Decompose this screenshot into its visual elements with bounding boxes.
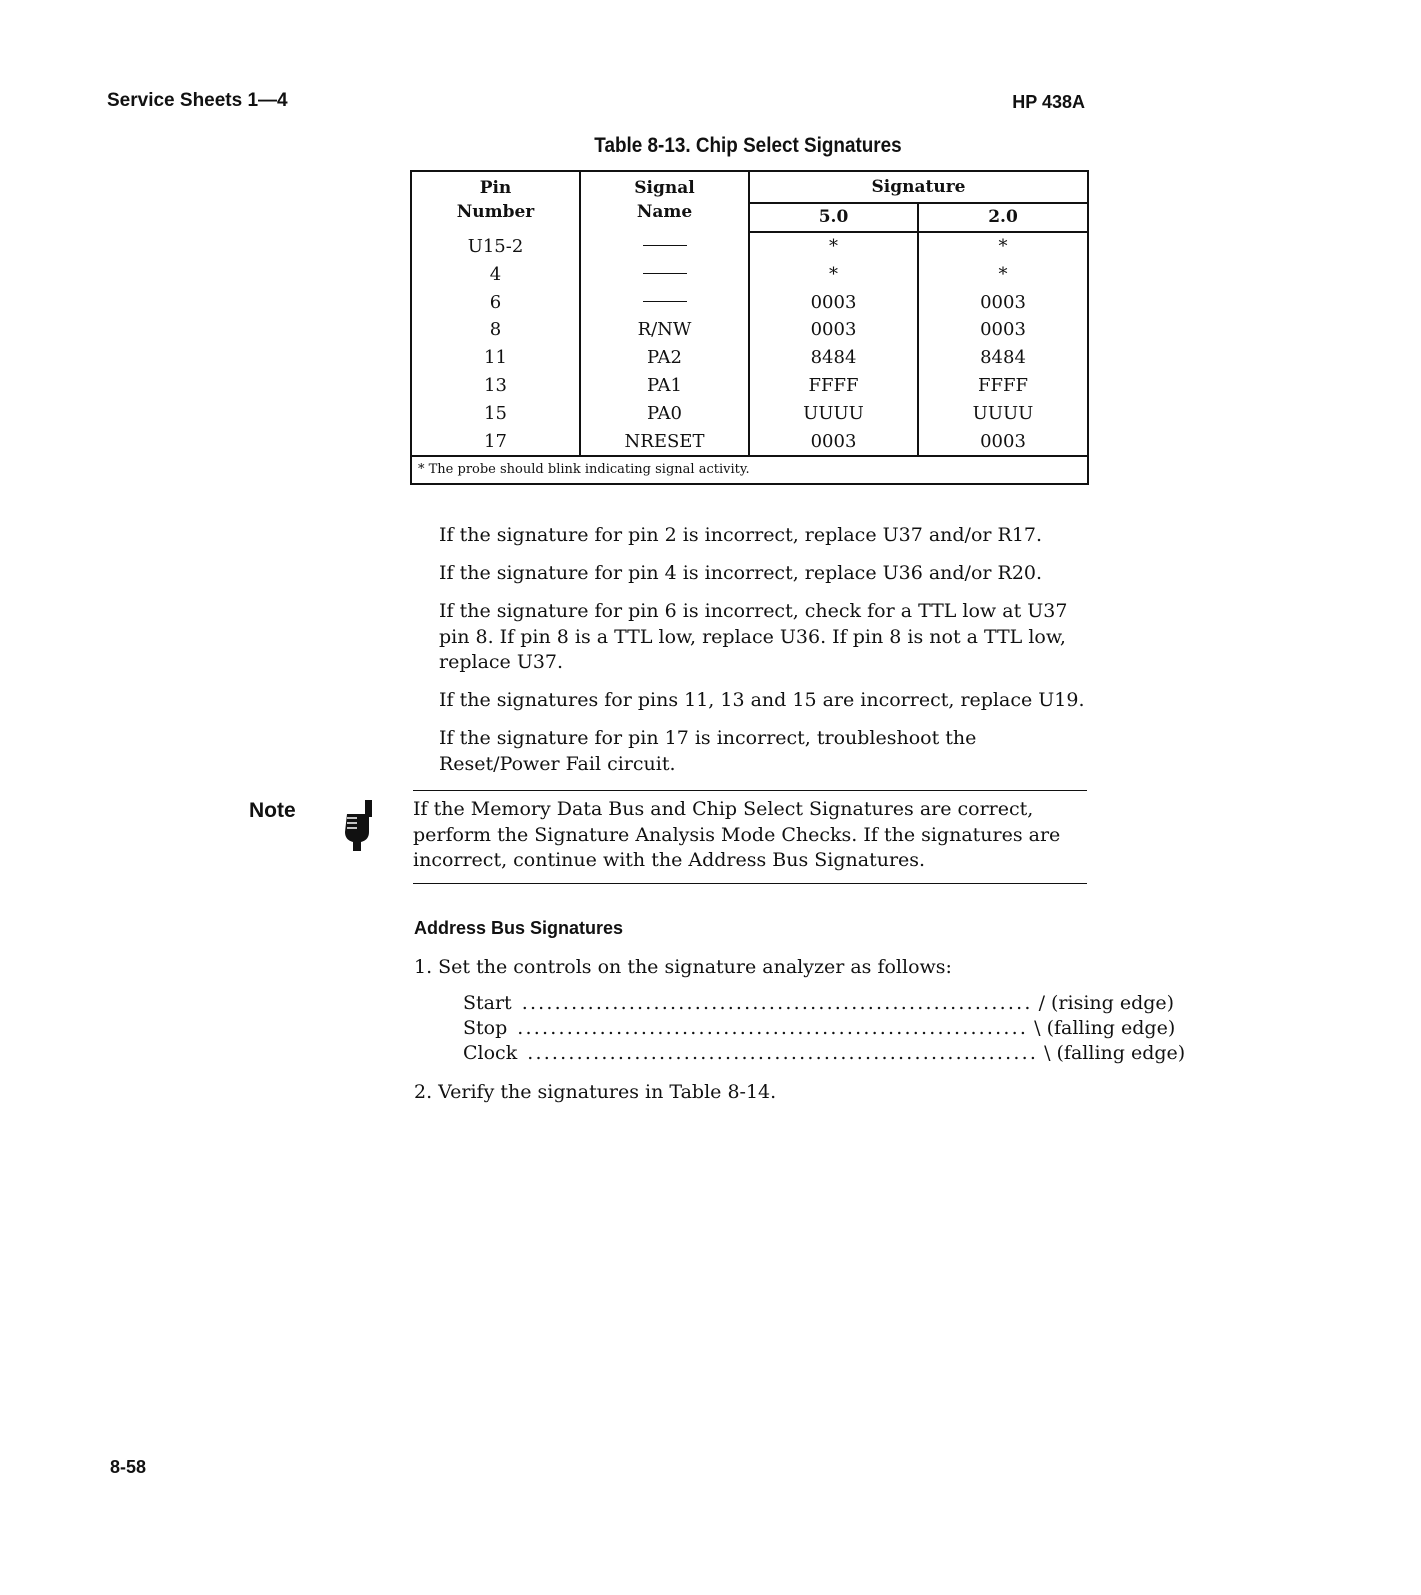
note-text: If the Memory Data Bus and Chip Select Signatures are correct, perform the Signature Analysis Mode Checks. If the signatures are incorrect, continue with the Address Bus Signatures. (413, 798, 1061, 871)
control-name: Start (463, 992, 512, 1014)
column-header-signal-name: Signal Name (580, 171, 749, 232)
cell-pin: 17 (411, 428, 580, 457)
cell-sig-5-0: 0003 (749, 289, 918, 317)
control-setting-start (463, 991, 1175, 1017)
cell-sig-5-0: * (749, 261, 918, 289)
cell-sig-5-0: 0003 (749, 316, 918, 344)
cell-signal: R/NW (580, 316, 749, 344)
note-rule-bottom (413, 883, 1087, 884)
page-number: 8-58 (110, 1457, 147, 1477)
table-row (411, 428, 1088, 457)
paragraph-pin6: If the signature for pin 6 is incorrect, check for a TTL low at U37 pin 8. If pin 8 is a TTL low, replace U36. If pin 8 is not a TTL low, replace U37. (439, 600, 1068, 673)
control-name: Clock (463, 1042, 518, 1064)
cell-sig-2-0: 0003 (918, 428, 1088, 457)
cell-pin: U15-2 (411, 232, 580, 261)
cell-pin: 11 (411, 344, 580, 372)
table-row (411, 232, 1088, 261)
table-row (411, 316, 1088, 344)
column-header-5-0: 5.0 (749, 203, 918, 232)
note-rule-top (413, 790, 1087, 791)
step-2: 2. Verify the signatures in Table 8-14. (414, 1081, 777, 1103)
cell-signal (580, 232, 749, 261)
cell-signal (580, 289, 749, 317)
cell-sig-5-0: 0003 (749, 428, 918, 457)
cell-pin: 8 (411, 316, 580, 344)
table-row (411, 344, 1088, 372)
paragraph-pin17: If the signature for pin 17 is incorrect, troubleshoot the Reset/Power Fail circuit. (439, 727, 977, 775)
cell-signal: PA1 (580, 372, 749, 400)
blank-signal-dash (643, 245, 687, 246)
cell-sig-2-0: UUUU (918, 400, 1088, 428)
table-row (411, 400, 1088, 428)
cell-signal: NRESET (580, 428, 749, 457)
cell-signal (580, 261, 749, 289)
control-value: \ (falling edge) (1034, 1017, 1176, 1039)
cell-sig-2-0: 8484 (918, 344, 1088, 372)
cell-sig-2-0: 0003 (918, 289, 1088, 317)
section-heading-address-bus: Address Bus Signatures (414, 918, 624, 938)
paragraph-pin2: If the signature for pin 2 is incorrect, replace U37 and/or R17. (439, 524, 1043, 546)
cell-sig-5-0: UUUU (749, 400, 918, 428)
paragraph-pins-11-13-15: If the signatures for pins 11, 13 and 15 are incorrect, replace U19. (439, 689, 1085, 711)
column-header-2-0: 2.0 (918, 203, 1088, 232)
paragraph-pin4: If the signature for pin 4 is incorrect, replace U36 and/or R20. (439, 562, 1043, 584)
column-header-signature: Signature (749, 171, 1088, 203)
control-value: \ (falling edge) (1044, 1042, 1186, 1064)
table-body (411, 232, 1088, 456)
cell-signal: PA0 (580, 400, 749, 428)
control-setting-clock (463, 1041, 1186, 1067)
step-1: 1. Set the controls on the signature analyzer as follows: (414, 956, 952, 978)
blank-signal-dash (643, 301, 687, 302)
note-label: Note (249, 799, 296, 822)
control-value: / (rising edge) (1038, 992, 1175, 1014)
cell-sig-2-0: * (918, 232, 1088, 261)
cell-pin: 6 (411, 289, 580, 317)
cell-pin: 15 (411, 400, 580, 428)
cell-sig-2-0: FFFF (918, 372, 1088, 400)
table-row (411, 372, 1088, 400)
cell-sig-5-0: FFFF (749, 372, 918, 400)
cell-sig-2-0: 0003 (918, 316, 1088, 344)
cell-pin: 13 (411, 372, 580, 400)
table-row (411, 289, 1088, 317)
cell-pin: 4 (411, 261, 580, 289)
table-title: Table 8-13. Chip Select Signatures (594, 134, 902, 157)
blank-signal-dash (643, 273, 687, 274)
leader-dots: .............................................................. (517, 1017, 1029, 1039)
leader-dots: .............................................................. (521, 992, 1033, 1014)
cell-sig-5-0: * (749, 232, 918, 261)
control-name: Stop (463, 1017, 508, 1039)
control-setting-stop (463, 1016, 1176, 1042)
cell-sig-2-0: * (918, 261, 1088, 289)
leader-dots: .............................................................. (527, 1042, 1039, 1064)
cell-signal: PA2 (580, 344, 749, 372)
table-row (411, 261, 1088, 289)
pointing-hand-icon (341, 800, 375, 857)
running-header-right: HP 438A (1012, 92, 1085, 112)
table-footnote: * The probe should blink indicating signal activity. (411, 456, 1088, 484)
running-header-left: Service Sheets 1—4 (107, 90, 288, 111)
chip-select-signatures-table (410, 170, 1089, 485)
cell-sig-5-0: 8484 (749, 344, 918, 372)
column-header-pin-number: Pin Number (411, 171, 580, 232)
